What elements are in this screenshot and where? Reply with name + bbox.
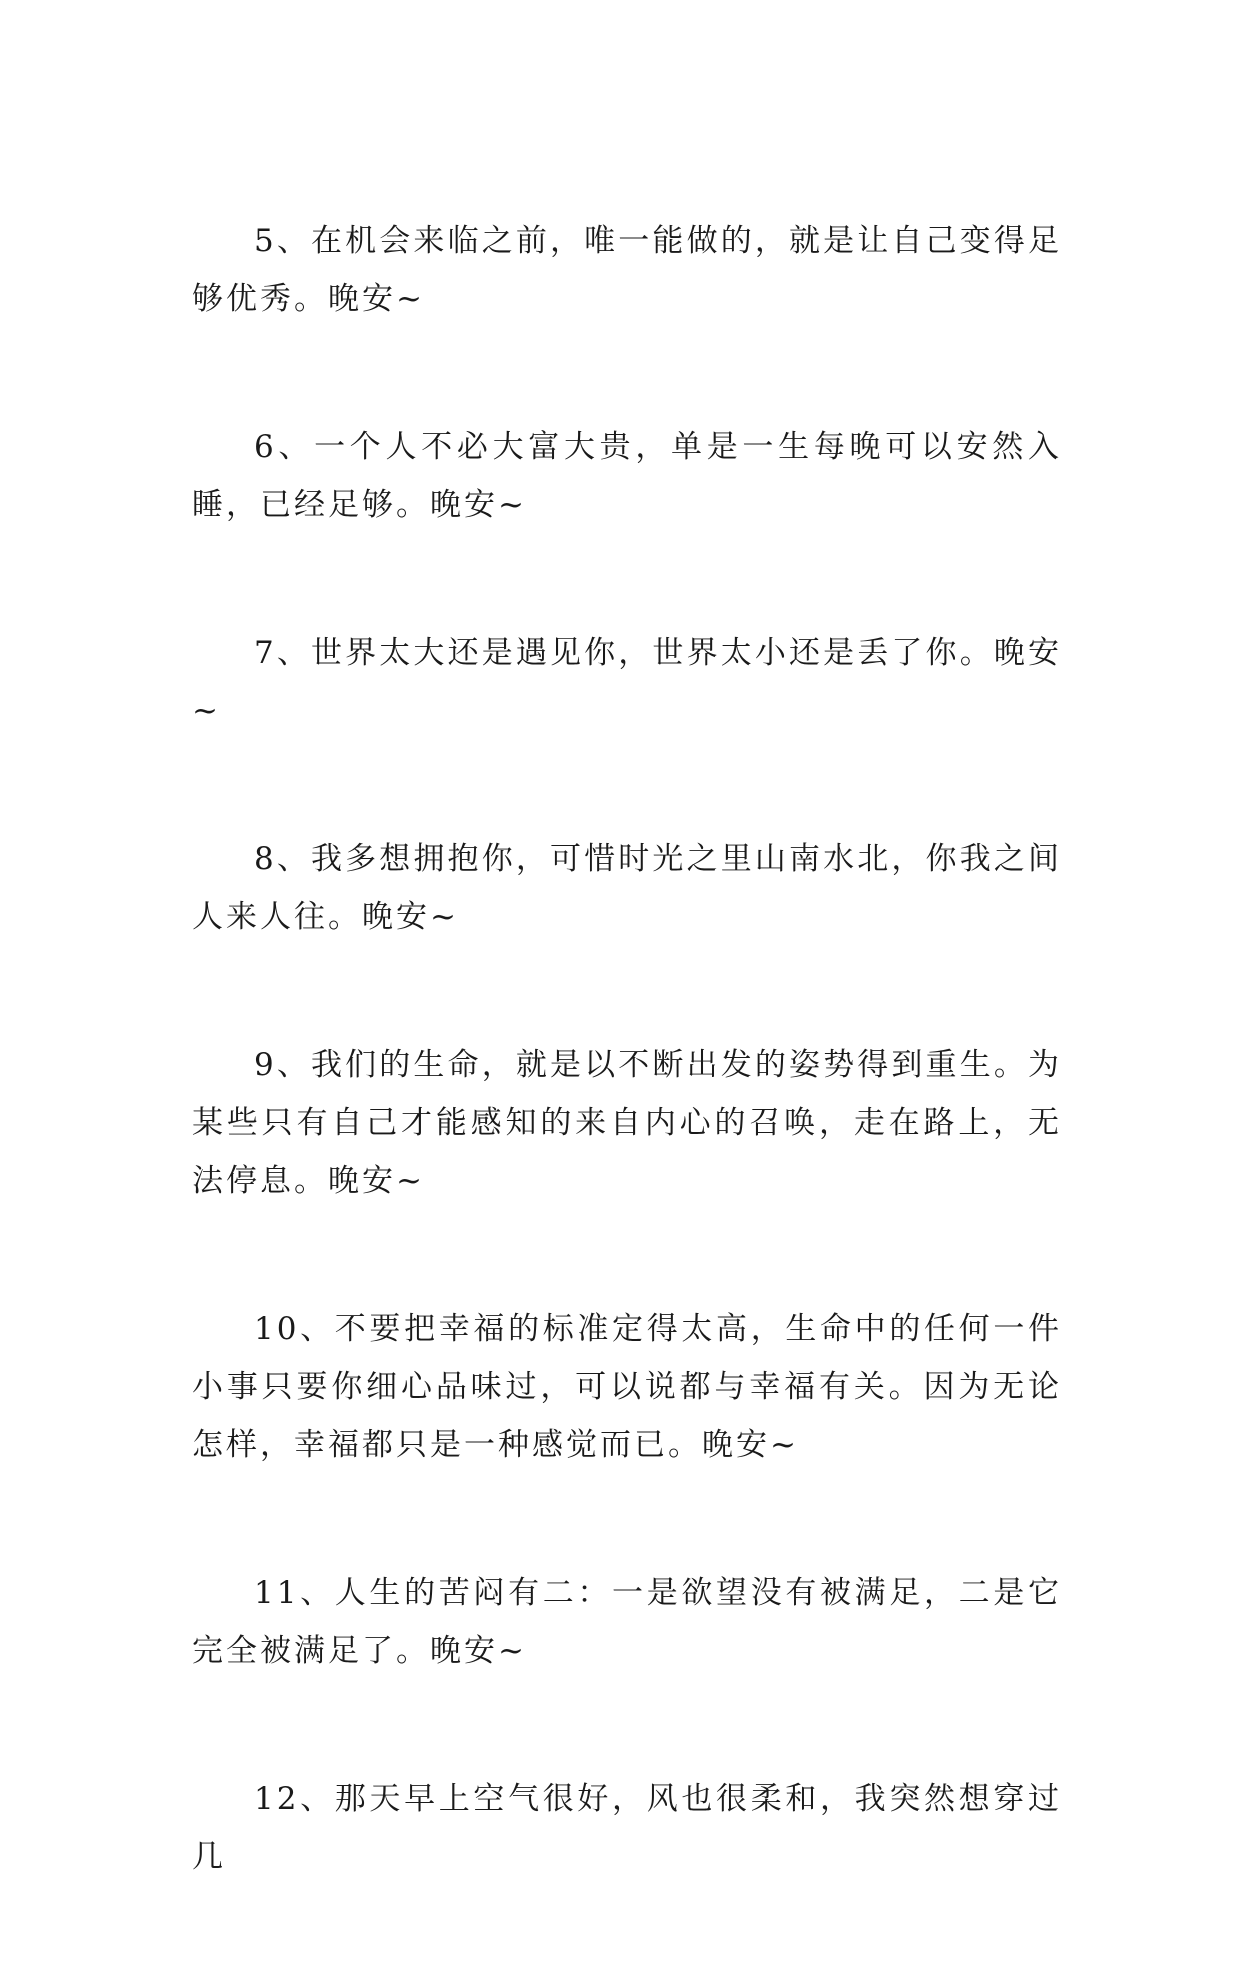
- paragraph-5: 5、在机会来临之前，唯一能做的，就是让自己变得足够优秀。晚安~: [192, 223, 1062, 317]
- paragraph-10: 10、不要把幸福的标准定得太高，生命中的任何一件小事只要你细心品味过，可以说都与幸福有关。因为无论怎样，幸福都只是一种感觉而已。晚安~: [192, 1311, 1062, 1463]
- paragraph-6: 6、一个人不必大富大贵，单是一生每晚可以安然入睡，已经足够。晚安~: [192, 429, 1062, 523]
- paragraph-11: 11、人生的苦闷有二：一是欲望没有被满足，二是它完全被满足了。晚安~: [192, 1575, 1062, 1669]
- paragraph-12: 12、那天早上空气很好，风也很柔和，我突然想穿过几: [192, 1781, 1062, 1875]
- paragraph-7: 7、世界太大还是遇见你，世界太小还是丢了你。晚安~: [192, 635, 1062, 729]
- document-body: [192, 212, 1062, 1976]
- paragraph-9: 9、我们的生命，就是以不断出发的姿势得到重生。为某些只有自己才能感知的来自内心的召唤，走在路上，无法停息。晚安~: [192, 1047, 1062, 1199]
- paragraph-8: 8、我多想拥抱你，可惜时光之里山南水北，你我之间人来人往。晚安~: [192, 841, 1062, 935]
